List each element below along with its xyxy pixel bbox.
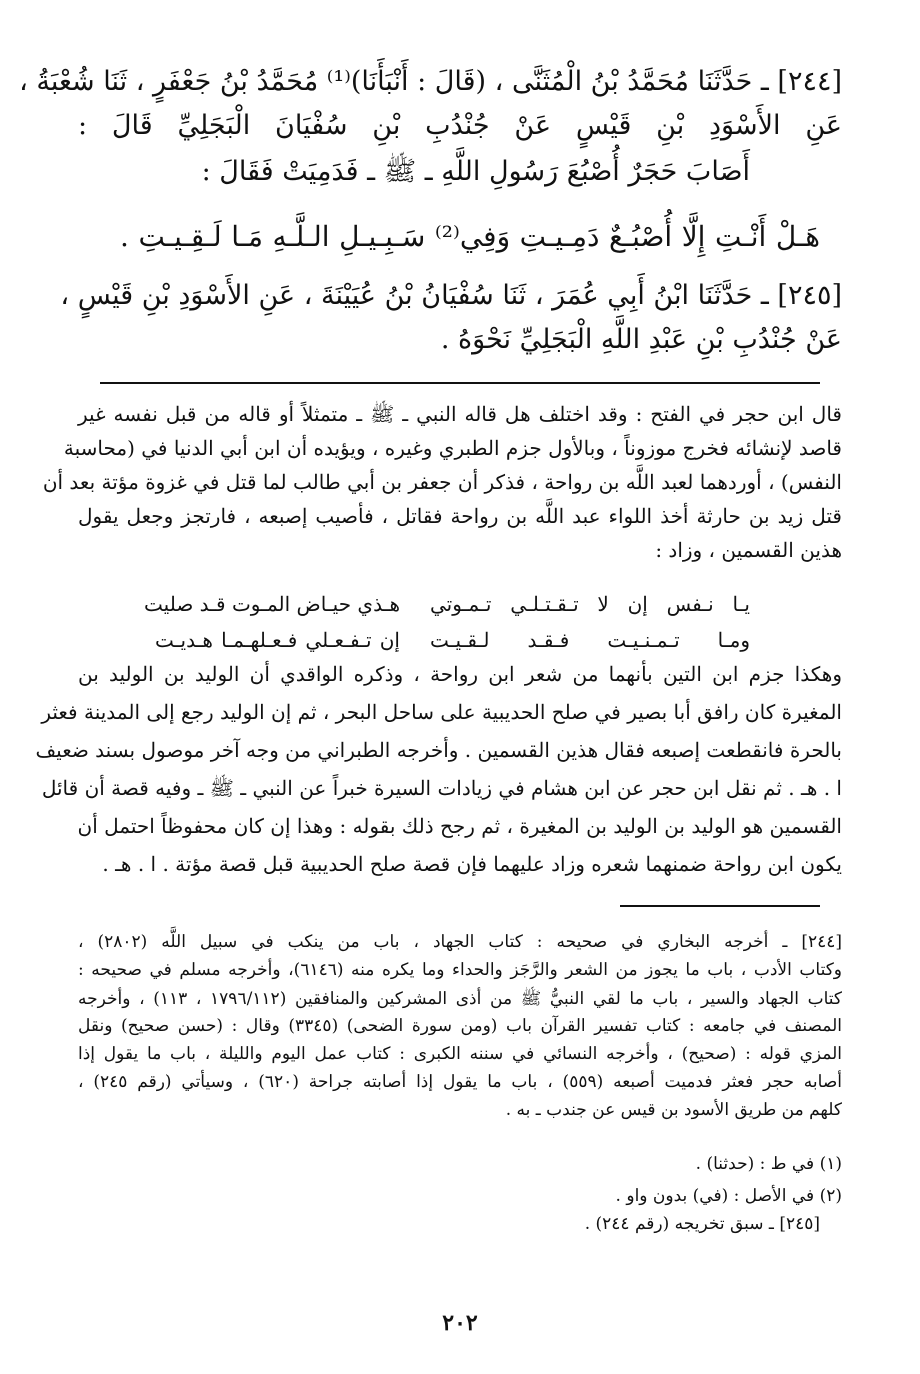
page-number: ٢٠٢ xyxy=(442,1310,478,1336)
footnote-line-4: المصنف في جامعه : كتاب تفسير القرآن باب (ومن سورة الضحى) (٣٣٤٥) وقال : (حسن صحيح) ونقل xyxy=(78,1016,842,1036)
footnote-rule xyxy=(620,905,820,907)
hadith-verse: هَـلْ أَنْـتِ إِلَّا أُصْبُـعٌ دَمِـيـتِ وَفِي⁽²⁾ سَـبِـيـلِ الـلَّـهِ مَـا لَـقِـيـتِ . xyxy=(120,220,820,253)
commentary2-line-6: يكون ابن رواحة ضمنهما شعره وزاد عليهما فإن قصة صلح الحديبية قبل قصة مؤتة . ا . هـ . xyxy=(102,852,842,876)
commentary-line-2: قاصد لإنشائه فخرج موزوناً ، وبالأول جزم الطبري وغيره ، ويؤيده أن ابن أبي الدنيا في (محاسبة xyxy=(63,436,842,460)
commentary2-line-3: بالحرة فانقطعت إصبعه فقال هذين القسمين . وأخرجه الطبراني من وجه آخر موصول بسند ضعيف xyxy=(35,738,842,762)
commentary2-line-5: القسمين هو الوليد بن الوليد بن المغيرة ، ثم رجح ذلك بقوله : وهذا إن كان محفوظاً احتمل أن xyxy=(77,814,842,838)
poem-verse-1-second: هـذي حيـاض المـوت قـد صليت xyxy=(144,592,400,616)
commentary2-line-4: ا . هـ . ثم نقل ابن حجر عن ابن هشام في زيادات السيرة خبراً عن النبي ـ ﷺ ـ وفيه قصة أن قائل xyxy=(41,776,842,800)
footnote-line-7: كلهم من طريق الأسود بن قيس عن جندب ـ به . xyxy=(505,1100,842,1120)
commentary-line-5: هذين القسمين ، وزاد : xyxy=(655,538,842,562)
hadith-line-6: عَنْ جُنْدُبِ بْنِ عَبْدِ اللَّهِ الْبَجَلِيِّ نَحْوَهُ . xyxy=(440,324,842,355)
footnote-line-5: المزي قوله : (صحيح) ، وأخرجه النسائي في سننه الكبرى : كتاب عمل اليوم والليلة ، باب ما يقول إذا xyxy=(78,1044,842,1064)
commentary2-line-1: وهكذا جزم ابن التين بأنهما من شعر ابن رواحة ، وذكره الواقدي أن الوليد بن الوليد بن xyxy=(78,662,842,686)
commentary2-line-2: المغيرة كان رافق أبا بصير في صلح الحديبية على ساحل البحر ، ثم إن الوليد رجع إلى المدينة فعثر xyxy=(41,700,842,724)
footnote-line-6: أصابه حجر فعثر فدميت أصبعه (٥٥٩) ، باب ما يقول إذا أصابته جراحة (٦٢٠) ، وسيأتي (رقم ٢٤٥) ، xyxy=(78,1072,842,1092)
commentary-line-3: النفس) ، أوردهما لعبد اللَّه بن رواحة ، فذكر أن جعفر بن أبي طالب لما قتل في غزوة مؤتة بعد أن xyxy=(42,470,842,494)
footnote-line-2: وكتاب الأدب ، باب ما يجوز من الشعر والرَّجَز والحداء وما يكره منه (٦١٤٦)، وأخرجه مسلم في صحيحه : xyxy=(78,960,842,980)
footnote-line-3: كتاب الجهاد والسير ، باب ما لقي النبيُّ ﷺ من أذى المشركين والمنافقين (١٧٩٦/١١٢ ، ١١٣) ، وأخرجه xyxy=(78,989,842,1009)
commentary-line-4: قتل زيد بن حارثة أخذ اللواء عبد اللَّه بن رواحة فقاتل ، فأصيب إصبعه ، فارتجز وجعل يقول xyxy=(78,504,842,528)
hadith-line-2: عَنِ الأَسْوَدِ بْنِ قَيْسٍ عَنْ جُنْدُبِ بْنِ سُفْيَانَ الْبَجَلِيِّ قَالَ : xyxy=(78,110,842,141)
hadith-line-5: [٢٤٥] ـ حَدَّثَنَا ابْنُ أَبِي عُمَرَ ، ثَنَا سُفْيَانُ بْنُ عُيَيْنَةَ ، عَنِ الأَسْوَدِ بْنِ قَيْسٍ ، xyxy=(60,280,842,311)
footnote-note-3: [٢٤٥] ـ سبق تخريجه (رقم ٢٤٤) . xyxy=(584,1214,820,1234)
separator-rule xyxy=(100,382,820,384)
poem-verse-1-first: يـا نـفس إن لا تـقـتـلـي تـمـوتي xyxy=(430,592,750,616)
hadith-line-1: [٢٤٤] ـ حَدَّثَنَا مُحَمَّدُ بْنُ الْمُثَنَّى ، (قَالَ : أَنْبَأَنَا)⁽¹⁾ مُحَمَّدُ بْنُ جَعْفَرٍ ، ثَنَا شُعْبَةُ ، xyxy=(19,66,842,97)
poem-verse-2-first: ومـا تـمـنـيـت فـقـد لـقـيـت xyxy=(430,628,750,652)
poem-verse-2-second: إن تـفـعـلي فـعـلهـمـا هـديـت xyxy=(155,628,400,652)
hadith-line-3: أَصَابَ حَجَرٌ أُصْبُعَ رَسُولِ اللَّهِ ـ ﷺ ـ فَدَمِيَتْ فَقَالَ : xyxy=(201,156,750,187)
footnote-line-1: [٢٤٤] ـ أخرجه البخاري في صحيحه : كتاب الجهاد ، باب من ينكب في سبيل اللَّه (٢٨٠٢) ، xyxy=(78,932,843,952)
footnote-note-2: (٢) في الأصل : (في) بدون واو . xyxy=(615,1186,842,1206)
commentary-line-1: قال ابن حجر في الفتح : وقد اختلف هل قاله النبي ـ ﷺ ـ متمثلاً أو قاله من قبل نفسه غير xyxy=(78,402,842,426)
footnote-note-1: (١) في ط : (حدثنا) . xyxy=(695,1154,842,1174)
